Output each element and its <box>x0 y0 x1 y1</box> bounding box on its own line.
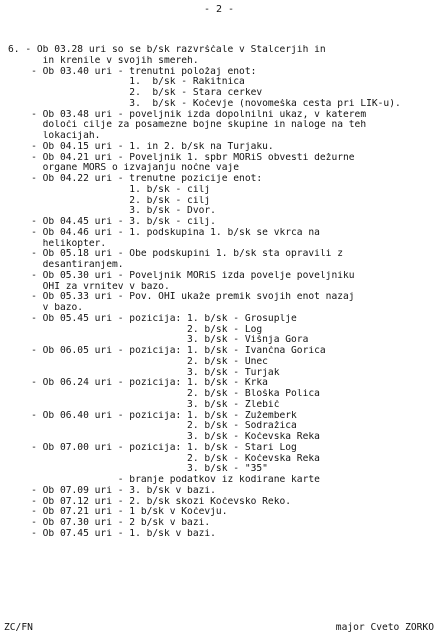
text-line: - Ob 04.22 uri - trenutne pozicije enot: <box>8 174 263 184</box>
text-line: 3. b/sk - Kočevska Reka <box>8 432 320 442</box>
text-line: helikopter. <box>8 238 107 249</box>
text-line: lokacijah. <box>8 131 101 141</box>
text-line: - Ob 07.00 uri - pozicija: 1. b/sk - Stari Log <box>8 442 297 453</box>
text-line: - Ob 05.30 uri - Poveljnik MORiS izda povelje poveljniku <box>8 270 355 281</box>
document-body <box>8 45 432 540</box>
text-line: 3. b/sk - Turjak <box>8 367 280 378</box>
text-line: 6. - Ob 03.28 uri so se b/sk razvrščale v Stalcerjih in <box>8 45 326 55</box>
text-line: - Ob 07.09 uri - 3. b/sk v bazi. <box>8 485 216 496</box>
text-line: desantiranjem. <box>8 260 124 270</box>
text-line: 3. b/sk - Žlebič <box>8 399 280 410</box>
text-line: 1. b/sk - cilj <box>8 184 211 195</box>
text-line: 3. b/sk - Višnja Gora <box>8 335 309 346</box>
text-line: - Ob 07.45 uri - 1. b/sk v bazi. <box>8 528 216 539</box>
author-initials: ZC/FN <box>4 622 33 633</box>
text-line: 2. b/sk - Bloška Polica <box>8 389 320 399</box>
text-line: 2. b/sk - Sodražica <box>8 421 297 432</box>
text-line: OHI za vrnitev v bazo. <box>8 281 170 292</box>
text-line: - Ob 04.46 uri - 1. podskupina 1. b/sk se vkrca na <box>8 227 320 238</box>
text-line: - Ob 04.21 uri - Poveljnik 1. spbr MORiS obvesti dežurne <box>8 152 355 163</box>
text-line: 3. b/sk - Kočevje (novomeška cesta pri LIK-u). <box>8 98 401 109</box>
text-line: 2. b/sk - Stara cerkev <box>8 88 263 98</box>
text-line: 2. b/sk - Log <box>8 324 263 335</box>
text-line: - Ob 03.40 uri - trenutni položaj enot: <box>8 66 257 77</box>
text-line: - Ob 06.05 uri - pozicija: 1. b/sk - Ivančna Gorica <box>8 346 326 356</box>
text-line: določi cilje za posamezne bojne skupine in naloge na teh <box>8 120 367 131</box>
text-line: organe MORS o izvajanju nočne vaje <box>8 163 240 174</box>
text-line: - Ob 06.40 uri - pozicija: 1. b/sk - Žužemberk <box>8 410 297 421</box>
text-line: 1. b/sk - Rakitnica <box>8 77 245 88</box>
text-line: - branje podatkov iz kodirane karte <box>8 475 320 485</box>
text-line: - Ob 06.24 uri - pozicija: 1. b/sk - Krka <box>8 378 268 389</box>
text-line: - Ob 04.45 uri - 3. b/sk - cilj. <box>8 217 216 227</box>
text-line: v bazo. <box>8 303 84 313</box>
text-line: - Ob 07.21 uri - 1 b/sk v Kočevju. <box>8 507 228 518</box>
text-line: 2. b/sk - Unec <box>8 356 268 367</box>
text-line: - Ob 03.48 uri - poveljnik izda dopolnilni ukaz, v katerem <box>8 109 367 120</box>
text-line: - Ob 07.12 uri - 2. b/sk skozi Kočevsko Reko. <box>8 496 292 507</box>
text-line: - Ob 05.45 uri - pozicija: 1. b/sk - Grosuplje <box>8 313 297 324</box>
signature-line: major Cveto ZORKO <box>335 622 434 633</box>
text-line: in krenile v svojih smereh. <box>8 55 199 66</box>
text-line: 2. b/sk - Kočevska Reka <box>8 453 320 464</box>
text-line: - Ob 05.18 uri - Obe podskupini 1. b/sk sta opravili z <box>8 249 344 260</box>
text-line: 3. b/sk - Dvor. <box>8 206 216 217</box>
text-line: - Ob 07.30 uri - 2 b/sk v bazi. <box>8 518 211 528</box>
page-number: - 2 - <box>203 4 235 15</box>
text-line: - Ob 05.33 uri - Pov. OHI ukaže premik svojih enot nazaj <box>8 292 355 303</box>
text-line: 3. b/sk - "35" <box>8 464 268 475</box>
text-line: - Ob 04.15 uri - 1. in 2. b/sk na Turjaku. <box>8 141 274 152</box>
text-line: 2. b/sk - cilj <box>8 195 211 206</box>
